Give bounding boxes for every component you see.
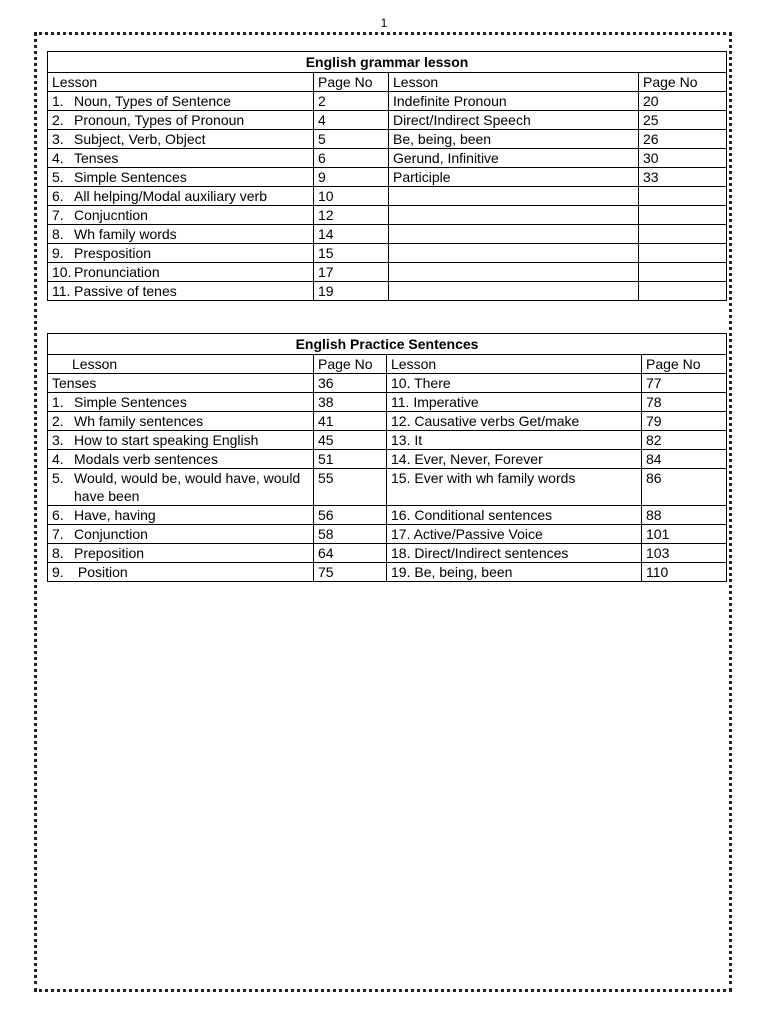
lesson-title: Wh family sentences <box>74 413 204 429</box>
page-number-cell: 77 <box>642 374 727 393</box>
page-number-cell: 20 <box>639 92 727 111</box>
table-row <box>48 506 727 525</box>
table-row <box>48 374 727 393</box>
table-row <box>48 544 727 563</box>
lesson-cell <box>48 92 314 111</box>
column-header-page-no: Page No <box>642 355 727 374</box>
table-row <box>48 282 727 301</box>
lesson-title: Simple Sentences <box>74 394 187 410</box>
lesson-cell <box>48 206 314 225</box>
lesson-cell: Direct/Indirect Speech <box>389 111 639 130</box>
lesson-cell <box>48 130 314 149</box>
lesson-cell <box>389 225 639 244</box>
page-number-cell <box>639 263 727 282</box>
page-number-cell: 55 <box>314 469 387 506</box>
page-number-cell: 5 <box>314 130 389 149</box>
lesson-number: 9. <box>52 245 64 261</box>
table-row <box>48 111 727 130</box>
page-number-cell: 19 <box>314 282 389 301</box>
table-row <box>48 412 727 431</box>
lesson-cell <box>48 168 314 187</box>
table-row <box>48 469 727 506</box>
lesson-number: 5. <box>52 470 64 486</box>
table-body <box>48 374 727 582</box>
page-number-cell: 15 <box>314 244 389 263</box>
table-row <box>48 130 727 149</box>
lesson-cell <box>48 506 314 525</box>
lesson-cell: 14. Ever, Never, Forever <box>387 450 642 469</box>
page-number-cell: 86 <box>642 469 727 506</box>
lesson-number: 2. <box>52 112 64 128</box>
lesson-title: Have, having <box>74 507 156 523</box>
lesson-cell: Indefinite Pronoun <box>389 92 639 111</box>
column-header-page-no: Page No <box>314 355 387 374</box>
lesson-cell: 11. Imperative <box>387 393 642 412</box>
lesson-cell <box>48 111 314 130</box>
page-number-cell: 101 <box>642 525 727 544</box>
lesson-cell: 17. Active/Passive Voice <box>387 525 642 544</box>
lesson-number: 8. <box>52 545 64 561</box>
practice-sentences-table <box>47 333 727 582</box>
column-header-page-no: Page No <box>314 73 389 92</box>
table-row <box>48 563 727 582</box>
lesson-cell: 13. It <box>387 431 642 450</box>
lesson-title: Pronunciation <box>74 264 160 280</box>
page-number-cell: 75 <box>314 563 387 582</box>
table-title: English Practice Sentences <box>48 334 727 355</box>
lesson-cell <box>48 412 314 431</box>
lesson-number: 7. <box>52 207 64 223</box>
page-number-cell <box>639 206 727 225</box>
lesson-cell <box>389 206 639 225</box>
lesson-number: 9. <box>52 564 64 580</box>
table-row <box>48 206 727 225</box>
lesson-cell: 10. There <box>387 374 642 393</box>
page-number-cell: 45 <box>314 431 387 450</box>
page-number-cell <box>639 187 727 206</box>
lesson-number: 4. <box>52 150 64 166</box>
column-header-lesson: Lesson <box>389 73 639 92</box>
page-number-cell: 17 <box>314 263 389 282</box>
table-row <box>48 92 727 111</box>
table-row <box>48 225 727 244</box>
page-number-cell <box>639 244 727 263</box>
lesson-cell <box>48 393 314 412</box>
page-number-cell: 41 <box>314 412 387 431</box>
lesson-cell: 15. Ever with wh family words <box>387 469 642 506</box>
page-number-cell: 88 <box>642 506 727 525</box>
lesson-title: Pronoun, Types of Pronoun <box>74 112 245 128</box>
lesson-number: 5. <box>52 169 64 185</box>
page-number-cell: 103 <box>642 544 727 563</box>
table-title: English grammar lesson <box>48 52 727 73</box>
lesson-number: 3. <box>52 432 64 448</box>
lesson-title: All helping/Modal auxiliary verb <box>74 188 267 204</box>
lesson-cell <box>48 525 314 544</box>
lesson-cell <box>389 187 639 206</box>
lesson-cell <box>48 469 314 506</box>
lesson-cell <box>389 282 639 301</box>
lesson-cell <box>48 431 314 450</box>
lesson-title: How to start speaking English <box>74 432 259 448</box>
column-header-page-no: Page No <box>639 73 727 92</box>
page-number-cell: 36 <box>314 374 387 393</box>
lesson-cell <box>48 450 314 469</box>
lesson-title: Wh family words <box>74 226 177 242</box>
lesson-cell: Participle <box>389 168 639 187</box>
lesson-cell <box>48 544 314 563</box>
table-row <box>48 450 727 469</box>
page-number-cell <box>639 225 727 244</box>
page-number-cell: 9 <box>314 168 389 187</box>
lesson-number: 1. <box>52 93 64 109</box>
page-number-cell: 64 <box>314 544 387 563</box>
lesson-title: Would, would be, would have, would have been <box>74 470 301 504</box>
table-row <box>48 431 727 450</box>
lesson-cell <box>48 149 314 168</box>
page-number-cell: 38 <box>314 393 387 412</box>
page-number-cell: 25 <box>639 111 727 130</box>
lesson-number: 3. <box>52 131 64 147</box>
lesson-cell <box>389 263 639 282</box>
lesson-cell: 16. Conditional sentences <box>387 506 642 525</box>
lesson-title: Modals verb sentences <box>74 451 218 467</box>
lesson-number: 1. <box>52 394 64 410</box>
lesson-cell <box>48 282 314 301</box>
page-number-cell: 78 <box>642 393 727 412</box>
page-number-cell: 4 <box>314 111 389 130</box>
table-row <box>48 149 727 168</box>
table-row <box>48 187 727 206</box>
lesson-number: 4. <box>52 451 64 467</box>
lesson-number: 8. <box>52 226 64 242</box>
page-number-cell: 84 <box>642 450 727 469</box>
table-row <box>48 525 727 544</box>
lesson-number: 6. <box>52 188 64 204</box>
lesson-title: Presposition <box>74 245 152 261</box>
page-number-cell: 79 <box>642 412 727 431</box>
page-number-cell: 58 <box>314 525 387 544</box>
lesson-cell <box>48 225 314 244</box>
page-number-cell: 10 <box>314 187 389 206</box>
table-row <box>48 393 727 412</box>
page-number-cell: 30 <box>639 149 727 168</box>
lesson-number: 6. <box>52 507 64 523</box>
lesson-title: Tenses <box>52 375 97 391</box>
lesson-title: Noun, Types of Sentence <box>74 93 231 109</box>
page-number-cell: 110 <box>642 563 727 582</box>
lesson-cell <box>48 244 314 263</box>
lesson-cell: 18. Direct/Indirect sentences <box>387 544 642 563</box>
lesson-cell <box>48 263 314 282</box>
lesson-number: 7. <box>52 526 64 542</box>
table-row <box>48 244 727 263</box>
lesson-number: 11. <box>52 283 71 299</box>
lesson-title: Tenses <box>74 150 119 166</box>
header-row <box>48 355 727 374</box>
page-number-cell: 33 <box>639 168 727 187</box>
lesson-title: Preposition <box>74 545 145 561</box>
lesson-cell: 19. Be, being, been <box>387 563 642 582</box>
lesson-cell: Gerund, Infinitive <box>389 149 639 168</box>
lesson-title: Subject, Verb, Object <box>74 131 206 147</box>
lesson-cell <box>48 563 314 582</box>
lesson-number: 2. <box>52 413 64 429</box>
lesson-number: 10. <box>52 264 72 280</box>
lesson-title: Conjunction <box>74 526 148 542</box>
lesson-title: Simple Sentences <box>74 169 187 185</box>
page-number: 1 <box>380 16 388 30</box>
page-number-cell: 26 <box>639 130 727 149</box>
grammar-lesson-table <box>47 51 727 301</box>
page-number-cell: 82 <box>642 431 727 450</box>
column-header-lesson: Lesson <box>48 355 314 374</box>
table-row <box>48 263 727 282</box>
lesson-cell <box>389 244 639 263</box>
column-header-lesson: Lesson <box>387 355 642 374</box>
page-number-cell <box>639 282 727 301</box>
table-body <box>48 92 727 301</box>
page-number-cell: 14 <box>314 225 389 244</box>
lesson-cell: Be, being, been <box>389 130 639 149</box>
column-header-lesson: Lesson <box>48 73 314 92</box>
page-number-cell: 56 <box>314 506 387 525</box>
lesson-cell <box>48 374 314 393</box>
page-number-cell: 2 <box>314 92 389 111</box>
lesson-cell: 12. Causative verbs Get/make <box>387 412 642 431</box>
lesson-title: Position <box>74 564 128 580</box>
page-number-cell: 12 <box>314 206 389 225</box>
page-number-cell: 6 <box>314 149 389 168</box>
lesson-title: Conjucntion <box>74 207 148 223</box>
header-row <box>48 73 727 92</box>
lesson-title: Passive of tenes <box>74 283 177 299</box>
table-row <box>48 168 727 187</box>
page-number-cell: 51 <box>314 450 387 469</box>
lesson-cell <box>48 187 314 206</box>
